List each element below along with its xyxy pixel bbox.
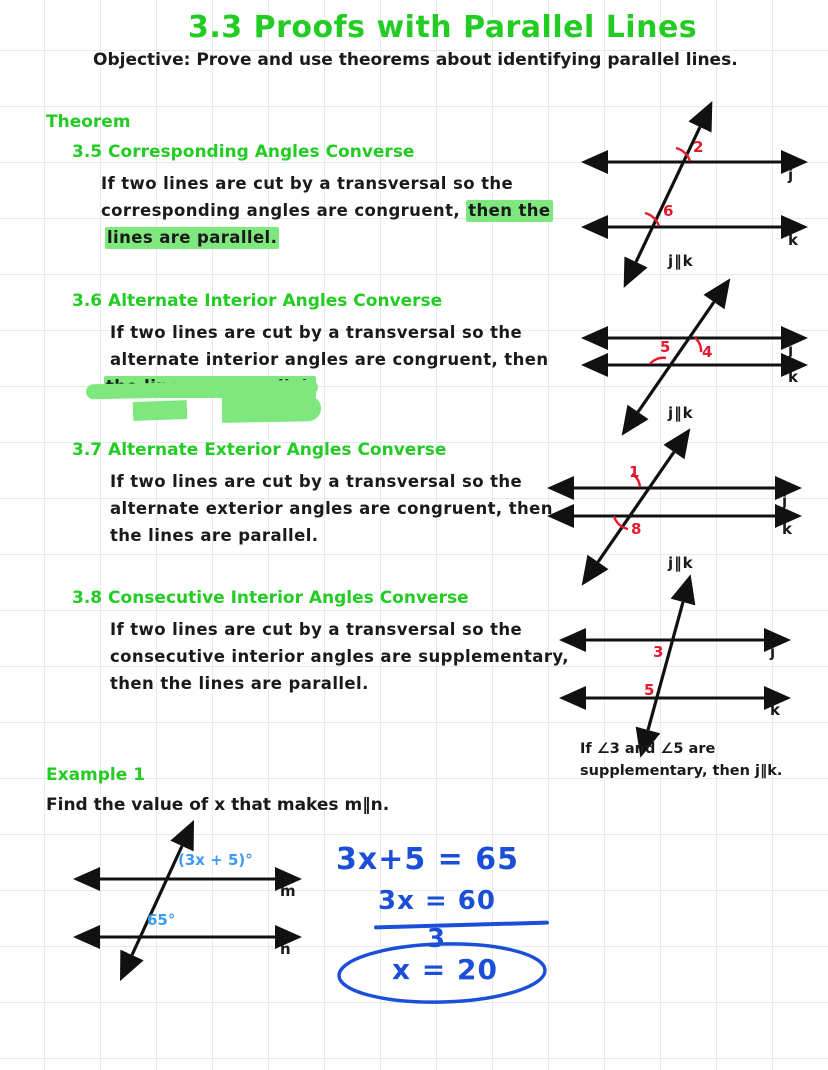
- theorem-3-7-line2: alternate exterior angles are congruent, then: [110, 499, 553, 518]
- transversal-line: [636, 127, 700, 262]
- section-heading-theorem: Theorem: [46, 112, 131, 132]
- theorem-3-5-line2-plain: corresponding angles are congruent,: [101, 201, 461, 220]
- answer-circle: [332, 938, 562, 1008]
- angle-label-8: 8: [631, 520, 642, 538]
- theorem-3-8-line3: then the lines are parallel.: [110, 674, 369, 693]
- diagram-example-1: [90, 838, 310, 963]
- line-label-j: j: [788, 166, 794, 184]
- angle-label-5: 5: [660, 338, 671, 356]
- diagram-consecutive-interior-angles: [578, 588, 818, 778]
- angle-label-2: 2: [693, 138, 704, 156]
- transversal-line: [648, 602, 683, 730]
- line-label-k: k: [788, 368, 798, 386]
- theorem-3-5-line3-highlighted: lines are parallel.: [107, 228, 278, 247]
- parallel-caption: j‖k: [668, 554, 694, 572]
- parallel-caption: j‖k: [668, 404, 694, 422]
- theorem-title-3-7: 3.7 Alternate Exterior Angles Converse: [72, 440, 447, 460]
- parallel-caption: j‖k: [668, 252, 694, 270]
- theorem-3-7-line3: the lines are parallel.: [110, 526, 319, 545]
- angle-arc-5: [650, 358, 666, 364]
- angle-measure-label: 65°: [147, 911, 176, 929]
- theorem-3-6-line2: alternate interior angles are congruent, then: [110, 350, 549, 369]
- theorem-3-8-line1: If two lines are cut by a transversal so the: [110, 620, 523, 639]
- diagram-alternate-exterior-angles: [570, 440, 808, 585]
- diagram-corresponding-angles: [598, 112, 808, 272]
- theorem-3-5-line2-highlighted: then the: [468, 201, 551, 220]
- line-label-j: j: [782, 492, 788, 510]
- caption-line-1: If ∠3 and ∠5 are: [580, 741, 716, 757]
- theorem-body-3-8: [110, 616, 569, 697]
- highlighter-stray-mark-2: [133, 400, 188, 421]
- line-label-k: k: [788, 231, 798, 249]
- caption-line-2: supplementary, then j‖k.: [580, 763, 783, 779]
- theorem-3-5-line1: If two lines are cut by a transversal so the: [101, 174, 514, 193]
- theorem-3-8-line2: consecutive interior angles are supplementary,: [110, 647, 569, 666]
- line-label-k: k: [782, 520, 792, 538]
- fraction-bar: [374, 921, 549, 930]
- work-step-2-denominator: 3: [427, 924, 446, 954]
- angle-expression-label: (3x + 5)°: [178, 851, 253, 869]
- theorem-3-7-line1: If two lines are cut by a transversal so the: [110, 472, 523, 491]
- page-title: 3.3 Proofs with Parallel Lines: [188, 10, 698, 45]
- example-prompt: Find the value of x that makes m‖n.: [46, 795, 390, 815]
- work-step-2-numerator: 3x = 60: [378, 886, 496, 916]
- transversal-line: [132, 846, 182, 955]
- line-label-j: j: [788, 341, 794, 359]
- final-answer: x = 20: [392, 953, 498, 986]
- angle-label-6: 6: [663, 202, 674, 220]
- angle-label-5: 5: [644, 681, 655, 699]
- theorem-title-3-6: 3.6 Alternate Interior Angles Converse: [72, 291, 443, 311]
- consecutive-angles-caption: [580, 738, 782, 782]
- angle-arc-4: [695, 338, 701, 352]
- objective-text: Objective: Prove and use theorems about identifying parallel lines.: [93, 50, 738, 70]
- theorem-body-3-5: [101, 170, 553, 251]
- example-heading: Example 1: [46, 765, 146, 785]
- line-label-n: n: [280, 940, 291, 958]
- line-label-j: j: [770, 643, 776, 661]
- angle-label-1: 1: [629, 463, 640, 481]
- line-label-k: k: [770, 701, 780, 719]
- diagram-alternate-interior-angles: [598, 290, 808, 430]
- angle-label-3: 3: [653, 643, 664, 661]
- line-label-m: m: [280, 882, 296, 900]
- theorem-title-3-5: 3.5 Corresponding Angles Converse: [72, 142, 415, 162]
- work-step-1: 3x+5 = 65: [336, 842, 520, 877]
- theorem-title-3-8: 3.8 Consecutive Interior Angles Converse: [72, 588, 469, 608]
- example-work: [332, 838, 562, 988]
- theorem-body-3-7: [110, 468, 553, 549]
- highlighter-stray-mark-3: [222, 395, 321, 423]
- angle-label-4: 4: [702, 343, 713, 361]
- theorem-3-6-line1: If two lines are cut by a transversal so the: [110, 323, 523, 342]
